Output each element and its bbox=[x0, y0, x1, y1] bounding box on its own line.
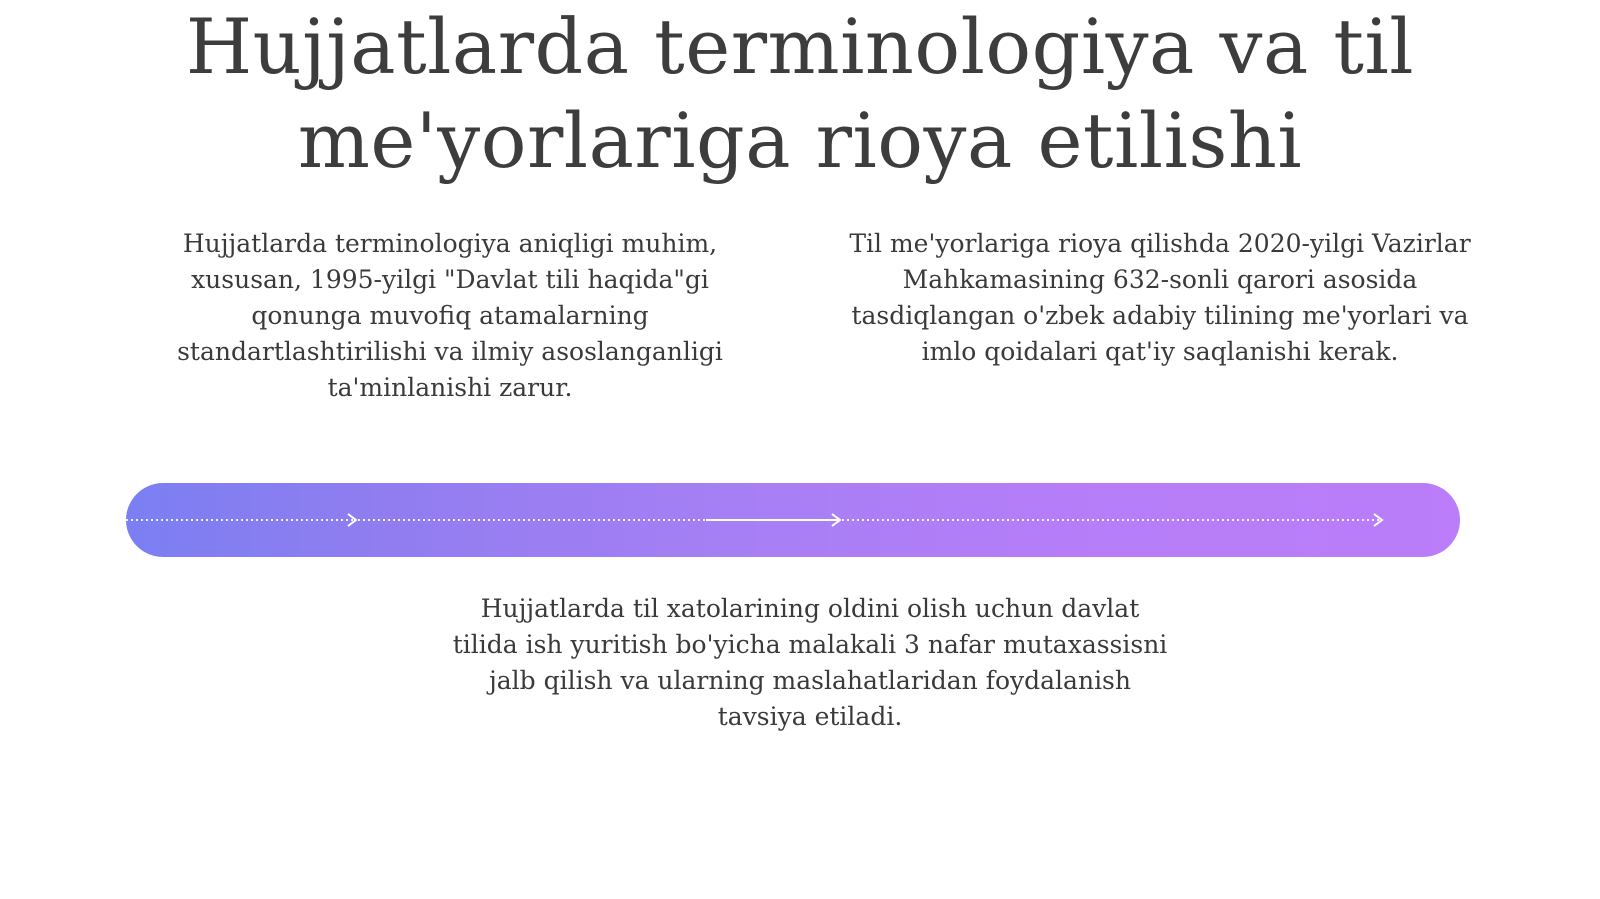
slide-title: Hujjatlarda terminologiya va til me'yorlariga rioya etilishi bbox=[185, 2, 1415, 185]
point-left-text: Hujjatlarda terminologiya aniqligi muhim, xususan, 1995-yilgi "Davlat tili haqida"gi qonunga muvofiq atamalarning standartlashtirilishi va ilmiy asoslanganligi ta'minlanishi zarur. bbox=[177, 229, 723, 402]
point-bottom-text: Hujjatlarda til xatolarining oldini olish uchun davlat tilida ish yuritish bo'yicha malakali 3 nafar mutaxassisni jalb qilish va ularning maslahatlaridan foydalanish tavsiya etiladi. bbox=[452, 594, 1168, 731]
point-right-text: Til me'yorlariga rioya qilishda 2020-yilgi Vazirlar Mahkamasining 632-sonli qarori asosida tasdiqlangan o'zbek adabiy tilining me'yorlari va imlo qoidalari qat'iy saqlanishi kerak. bbox=[849, 229, 1471, 366]
timeline-arrows bbox=[126, 483, 1460, 557]
timeline-bar bbox=[126, 483, 1460, 557]
